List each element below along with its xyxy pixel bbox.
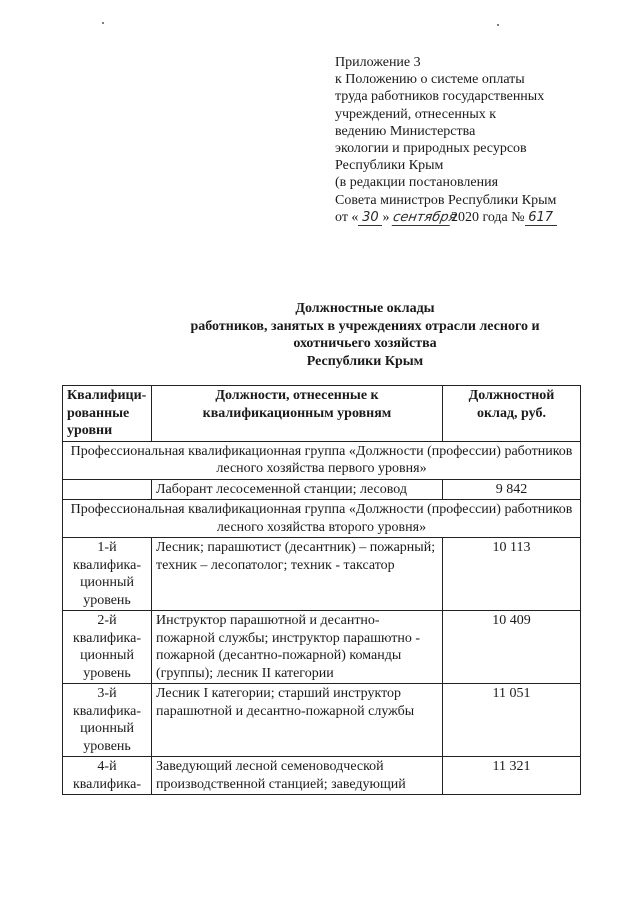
annex-line: труда работников государственных — [335, 89, 545, 105]
group-title-row — [63, 441, 581, 479]
date-year-suffix: 2020 года № — [450, 209, 525, 225]
header-levels: Квалифици-рованные уровни — [63, 386, 152, 442]
level-cell: 4-й квалифика- — [63, 757, 152, 795]
scan-speck — [102, 22, 104, 24]
date-prefix: от « — [335, 209, 359, 225]
annex-line: (в редакции постановления — [335, 175, 499, 191]
table-row — [63, 479, 581, 500]
title-line: работников, занятых в учреждениях отрасли лесного и — [190, 318, 540, 334]
handwritten-doc-number: 617 — [525, 211, 557, 226]
annex-line: Совета министров Республики Крым — [335, 192, 557, 208]
level-cell: 1-й квалифика-ционный уровень — [63, 538, 152, 611]
positions-cell: Лесник I категории; старший инструктор парашютной и десантно-пожарной службы — [152, 684, 443, 757]
header-salary: Должностной оклад, руб. — [443, 386, 581, 442]
table-row — [63, 684, 581, 757]
document-title — [150, 300, 580, 370]
handwritten-day: 30 — [358, 211, 382, 226]
annex-line: экологии и природных ресурсов — [335, 141, 527, 157]
salary-table — [62, 385, 581, 795]
annex-block — [335, 54, 625, 226]
handwritten-month: сентября — [391, 209, 458, 225]
table-row — [63, 757, 581, 795]
group-title: Профессиональная квалификационная группа «Должности (профессии) работников лесного хозяйства второго уровня» — [63, 500, 581, 538]
annex-line: Республики Крым — [335, 158, 444, 174]
table-row — [63, 538, 581, 611]
annex-line: к Положению о системе оплаты — [335, 72, 525, 88]
title-line: охотничьего хозяйства — [293, 336, 437, 351]
level-cell: 2-й квалифика-ционный уровень — [63, 611, 152, 684]
group-title-row — [63, 500, 581, 538]
group-title: Профессиональная квалификационная группа «Должности (профессии) работников лесного хозяйства первого уровня» — [63, 441, 581, 479]
title-line: Республики Крым — [306, 353, 424, 369]
positions-cell: Инструктор парашютной и десантно-пожарной службы; инструктор парашютно - пожарной (десантно-пожарной) команды (группы); лесник II категории — [152, 611, 443, 684]
date-mid: » — [382, 209, 390, 225]
level-cell: 3-й квалифика-ционный уровень — [63, 684, 152, 757]
level-cell — [63, 479, 152, 500]
annex-line: учреждений, отнесенных к — [335, 106, 497, 122]
scan-speck — [497, 24, 499, 26]
positions-cell: Лаборант лесосеменной станции; лесовод — [152, 479, 443, 500]
header-positions: Должности, отнесенные к квалификационным уровням — [152, 386, 443, 442]
title-line: Должностные оклады — [295, 301, 435, 316]
salary-cell: 10 113 — [443, 538, 581, 611]
annex-line: Приложение 3 — [335, 55, 421, 70]
annex-line: ведению Министерства — [335, 123, 476, 139]
salary-cell: 11 051 — [443, 684, 581, 757]
positions-cell: Заведующий лесной семеноводческой производственной станцией; заведующий — [152, 757, 443, 795]
positions-cell: Лесник; парашютист (десантник) – пожарный; техник – лесопатолог; техник - таксатор — [152, 538, 443, 611]
salary-cell: 10 409 — [443, 611, 581, 684]
table-header-row — [63, 386, 581, 442]
salary-cell: 11 321 — [443, 757, 581, 795]
salary-cell: 9 842 — [443, 479, 581, 500]
table-row — [63, 611, 581, 684]
annex-date-line — [335, 209, 625, 226]
